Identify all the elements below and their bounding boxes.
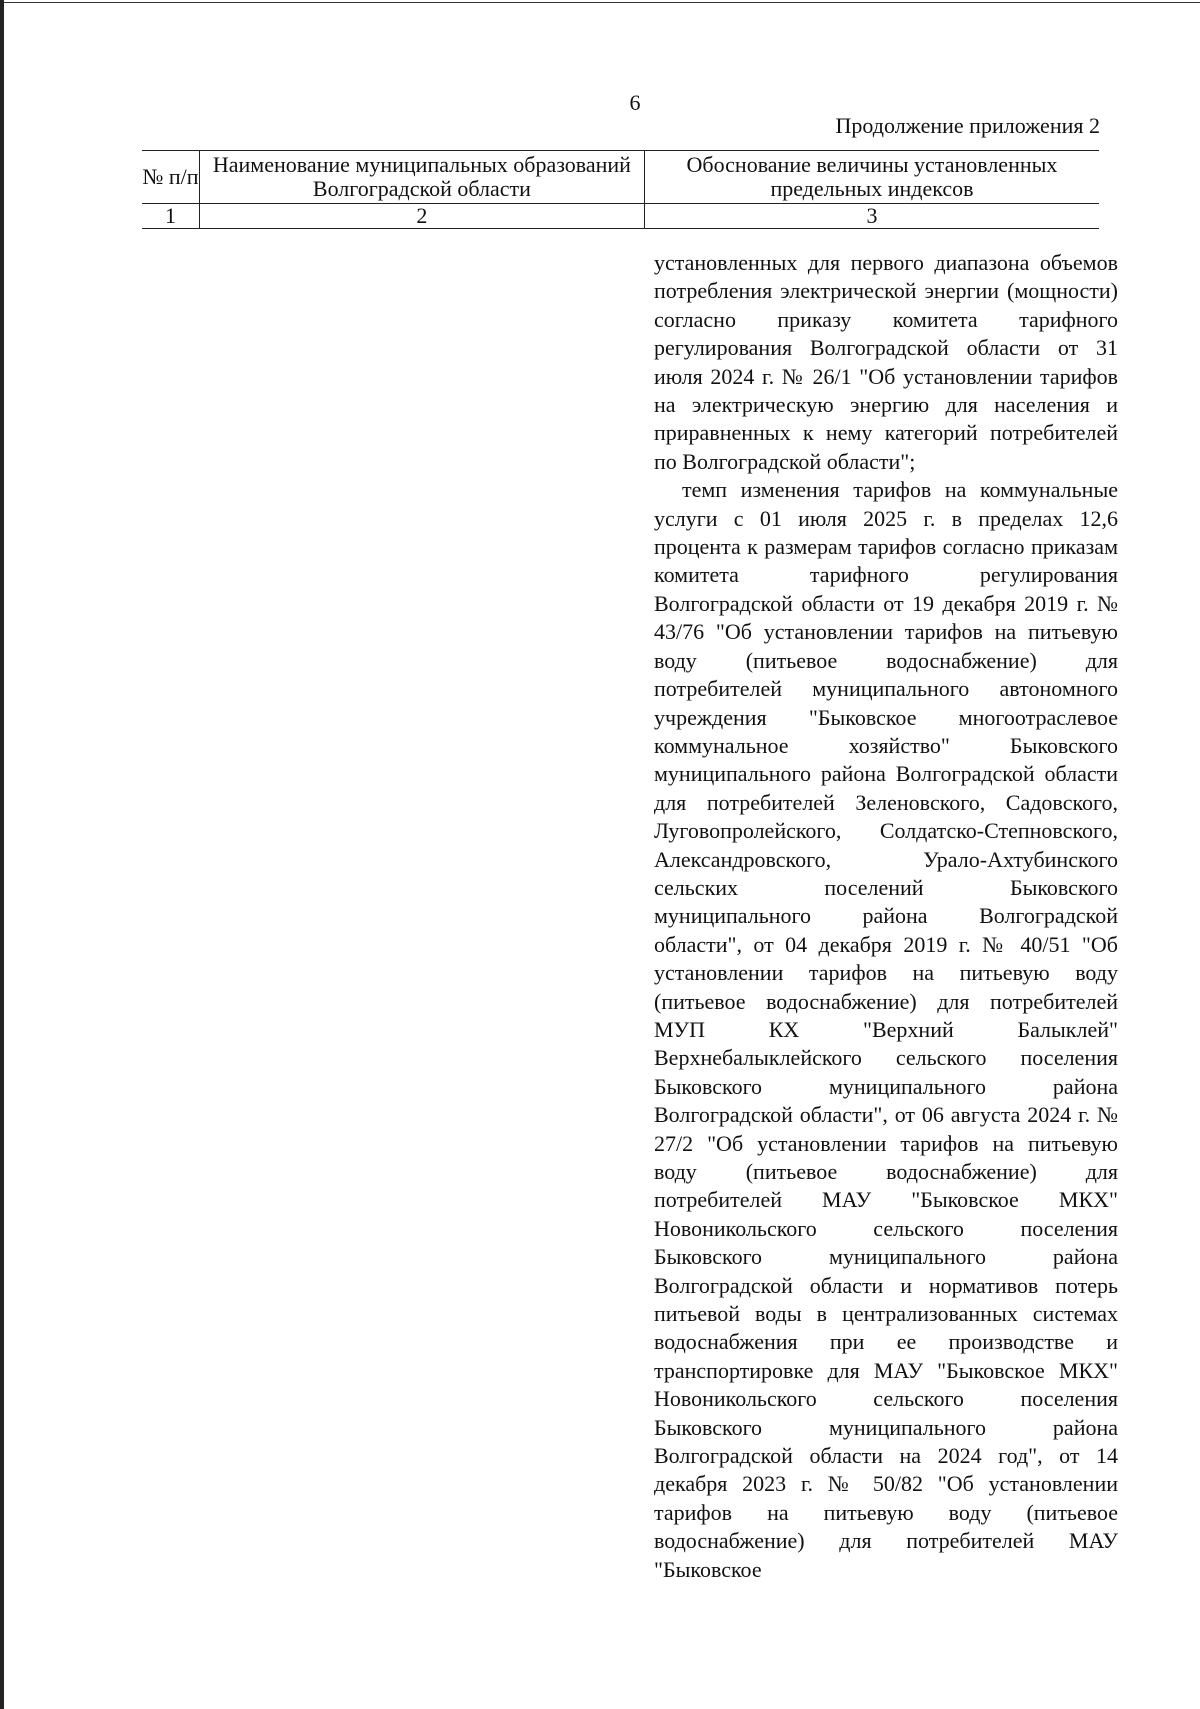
column-number-1: 1 (142, 204, 199, 229)
column-number-row (142, 204, 1099, 229)
header-col-justification: Обоснование величины установленных предельных индексов (644, 151, 1099, 204)
header-col-number: № п/п (142, 151, 199, 204)
column-number-3: 3 (644, 204, 1099, 229)
scan-left-edge (0, 0, 4, 1709)
scan-top-line (0, 2, 1200, 3)
continuation-label: Продолжение приложения 2 (835, 113, 1100, 138)
header-table (142, 150, 1099, 229)
page-number: 6 (629, 90, 641, 115)
column-number-2: 2 (199, 204, 644, 229)
justification-text (654, 249, 1118, 1584)
header-row (142, 151, 1099, 204)
header-col-municipality: Наименование муниципальных образований Волгоградской области (199, 151, 644, 204)
paragraph-utility-tariffs: темп изменения тарифов на коммунальные услуги с 01 июля 2025 г. в пределах 12,6 процента к размерам тарифов согласно приказам комитета тарифного регулирования Волгоградской области от 19 декабря 2019 г. № 43/76 "Об установлении тарифов на питьевую воду (питьевое водоснабжение) для потребителей муниципального автономного учреждения "Быковское многоотраслевое коммунальное хозяйство" Быковского муниципального района Волгоградской области для потребителей Зеленовского, Садовского, Луговопролейского, Солдатско-Степновского, Александровского, Урало-Ахтубинского сельских поселений Быковского муниципального района Волгоградской области", от 04 декабря 2019 г. № 40/51 "Об установлении тарифов на питьевую воду (питьевое водоснабжение) для потребителей МУП КХ "Верхний Балыклей" Верхнебалыклейского сельского поселения Быковского муниципального района Волгоградской области", от 06 августа 2024 г. № 27/2 "Об установлении тарифов на питьевую воду (питьевое водоснабжение) для потребителей МАУ "Быковское МКХ" Новоникольского сельского поселения Быковского муниципального района Волгоградской области и нормативов потерь питьевой воды в централизованных системах водоснабжения при ее производстве и транспортировке для МАУ "Быковское МКХ" Новоникольского сельского поселения Быковского муниципального района Волгоградской области на 2024 год", от 14 декабря 2023 г. № 50/82 "Об установлении тарифов на питьевую воду (питьевое водоснабжение) для потребителей МАУ "Быковское (654, 477, 1118, 1582)
paragraph-first-range: установленных для первого диапазона объемов потребления электрической энергии (мощности) согласно приказу комитета тарифного регулирования Волгоградской области от 31 июля 2024 г. № 26/1 "Об установлении тарифов на электрическую энергию для населения и приравненных к нему категорий потребителей по Волгоградской области"; (654, 250, 1118, 474)
